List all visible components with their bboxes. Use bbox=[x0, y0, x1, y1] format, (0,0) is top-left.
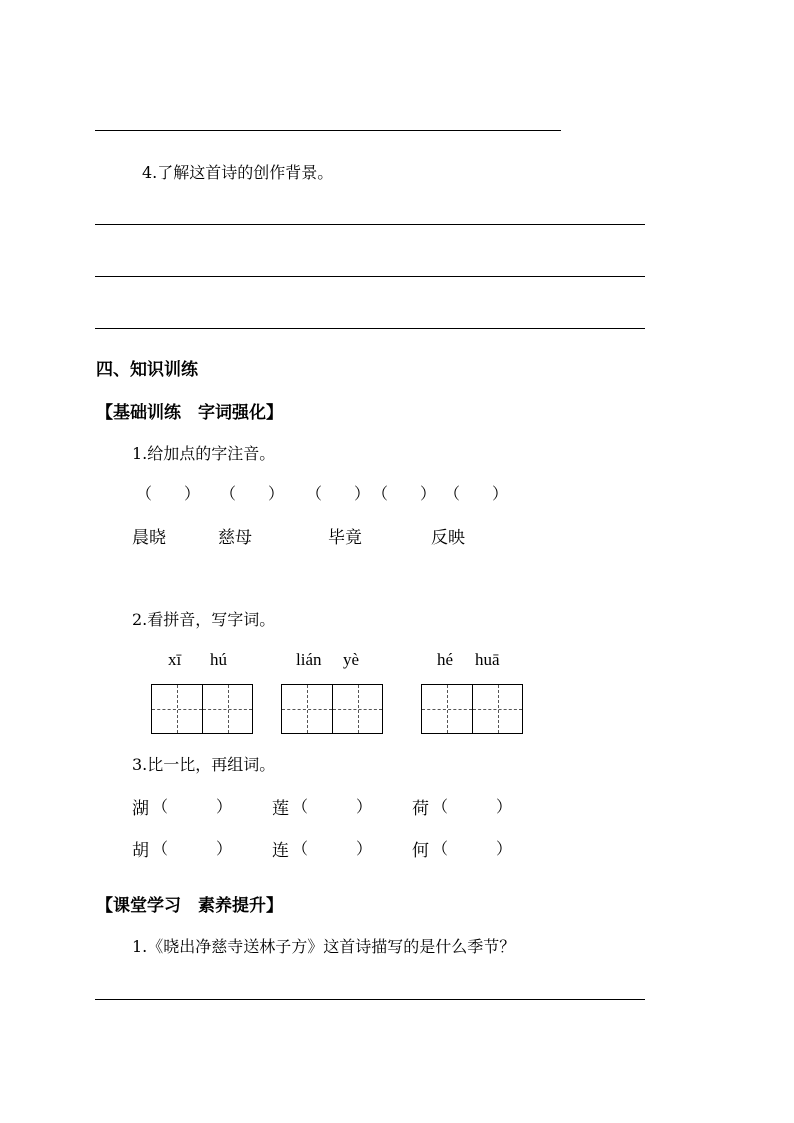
pinyin-syllable: lián bbox=[296, 650, 322, 669]
basic-q2-text: 2.看拼音，写字词。 bbox=[132, 610, 276, 629]
basic-training-header: 【基础训练 字词强化】 bbox=[96, 403, 283, 423]
pinyin-blank: （ ） bbox=[372, 484, 437, 503]
grid-cell[interactable] bbox=[152, 685, 202, 733]
answer-line bbox=[95, 224, 645, 225]
answer-line bbox=[95, 130, 561, 131]
pinyin-syllable: huā bbox=[475, 650, 500, 669]
compare-char: 莲 bbox=[272, 799, 289, 819]
classroom-q1-text: 1.《晓出净慈寺送林子方》这首诗描写的是什么季节？ bbox=[132, 937, 516, 956]
basic-q3-text: 3.比一比，再组词。 bbox=[132, 755, 276, 774]
grid-cell[interactable] bbox=[282, 685, 332, 733]
compare-char: 何 bbox=[412, 841, 429, 861]
compare-char: 胡 bbox=[132, 841, 149, 861]
compare-char: 荷 bbox=[412, 799, 429, 819]
answer-line bbox=[95, 328, 645, 329]
word-item: 反映 bbox=[431, 528, 465, 548]
compare-char: 连 bbox=[272, 841, 289, 861]
compare-blank: （ ） bbox=[292, 797, 373, 816]
pinyin-syllable: xī bbox=[168, 650, 182, 669]
compare-char: 湖 bbox=[132, 799, 149, 819]
question-4-text: 4.了解这首诗的创作背景。 bbox=[142, 163, 334, 182]
pinyin-blank: （ ） bbox=[220, 484, 285, 503]
section-title: 四、知识训练 bbox=[96, 360, 198, 380]
basic-q1-text: 1.给加点的字注音。 bbox=[132, 444, 276, 463]
classroom-header: 【课堂学习 素养提升】 bbox=[96, 896, 283, 916]
pinyin-blank: （ ） bbox=[136, 484, 201, 503]
writing-grid[interactable] bbox=[421, 684, 523, 734]
compare-blank: （ ） bbox=[152, 797, 233, 816]
answer-line bbox=[95, 999, 645, 1000]
pinyin-syllable: hú bbox=[210, 650, 227, 669]
word-item: 毕竟 bbox=[328, 528, 362, 548]
pinyin-blank: （ ） bbox=[306, 484, 371, 503]
compare-blank: （ ） bbox=[152, 839, 233, 858]
pinyin-syllable: hé bbox=[437, 650, 454, 669]
compare-blank: （ ） bbox=[432, 839, 513, 858]
writing-grid[interactable] bbox=[281, 684, 383, 734]
word-item: 慈母 bbox=[218, 528, 252, 548]
pinyin-blank: （ ） bbox=[444, 484, 509, 503]
grid-cell[interactable] bbox=[472, 685, 522, 733]
writing-grid[interactable] bbox=[151, 684, 253, 734]
pinyin-syllable: yè bbox=[343, 650, 360, 669]
word-item: 晨晓 bbox=[132, 528, 166, 548]
compare-blank: （ ） bbox=[292, 839, 373, 858]
grid-cell[interactable] bbox=[202, 685, 252, 733]
answer-line bbox=[95, 276, 645, 277]
grid-cell[interactable] bbox=[422, 685, 472, 733]
grid-cell[interactable] bbox=[332, 685, 382, 733]
compare-blank: （ ） bbox=[432, 797, 513, 816]
